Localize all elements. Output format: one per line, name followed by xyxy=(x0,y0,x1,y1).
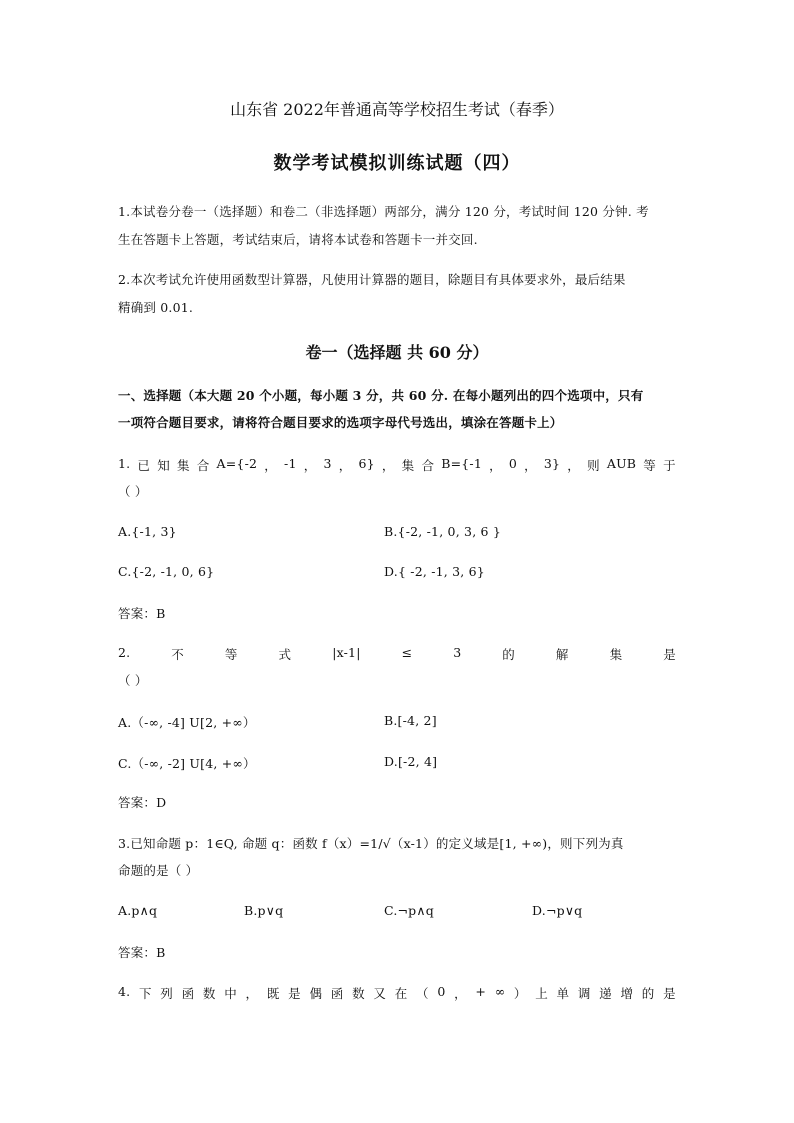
question-1-stem-token: B={-1 xyxy=(441,456,483,471)
instruction-1-line-1: 1.本试卷分卷一（选择题）和卷二（非选择题）两部分，满分 120 分，考试时间 120 分钟. 考 xyxy=(118,204,649,219)
question-4-stem-token: 调 xyxy=(577,986,591,1001)
question-4-stem-token: 增 xyxy=(620,986,634,1001)
question-2-stem-token: 集 xyxy=(609,647,623,662)
question-4-stem-token: 偶 xyxy=(309,986,323,1001)
question-4-stem xyxy=(118,984,676,1002)
question-3-stem-line-1: 3.已知命题 p：1∈Q, 命题 q：函数 f（x）=1/√（x-1）的定义域是[1, +∞)，则下列为真 xyxy=(118,836,624,851)
instruction-2-line-1: 2.本次考试允许使用函数型计算器，凡使用计算器的题目，除题目有具体要求外，最后结果 xyxy=(118,272,626,287)
question-1-stem-token: 3} xyxy=(543,456,561,471)
question-2-option-b: B.[-4, 2] xyxy=(384,713,437,728)
question-2-stem-token: 的 xyxy=(502,647,515,662)
question-1-stem-token: 合 xyxy=(196,458,210,473)
question-2-option-a: A.（-∞, -4] U[2, +∞） xyxy=(118,715,256,730)
question-2-stem-token: ≤ xyxy=(401,645,413,660)
question-2-answer: 答案：D xyxy=(118,795,167,810)
question-1-stem-token: ， xyxy=(303,458,317,473)
question-1-stem-token: A={-2 xyxy=(216,456,258,471)
exam-subtitle: 数学考试模拟训练试题（四） xyxy=(273,153,521,174)
exam-header-title: 山东省 2022年普通高等学校招生考试（春季） xyxy=(230,100,564,119)
question-2-option-d: D.[-2, 4] xyxy=(384,754,438,769)
question-4-stem-token: 的 xyxy=(641,986,655,1001)
question-4-stem-token: ， xyxy=(454,986,467,1001)
question-2-stem-token: 等 xyxy=(224,647,238,662)
question-2-stem-token: |x-1| xyxy=(332,645,361,660)
section-intro-line-1: 一、选择题（本大题 20 个小题，每小题 3 分，共 60 分. 在每小题列出的四个选项中，只有 xyxy=(118,388,644,403)
question-1-stem-token: 3 xyxy=(323,456,332,471)
question-4-stem-token: 列 xyxy=(160,986,173,1001)
question-3-option-d: D.¬p∨q xyxy=(532,903,583,918)
instruction-2-line-2: 精确到 0.01. xyxy=(118,300,194,315)
question-4-stem-token: + xyxy=(475,984,487,999)
question-4-stem-token: 既 xyxy=(266,986,280,1001)
question-3-option-a: A.p∧q xyxy=(118,903,158,918)
question-4-stem-token: ∞ xyxy=(494,984,506,999)
question-1-stem-token: 等 xyxy=(643,458,656,473)
question-4-stem-token: 单 xyxy=(556,986,570,1001)
question-4-stem-token: 数 xyxy=(202,986,216,1001)
question-2-stem-token: 式 xyxy=(278,647,292,662)
question-1-stem-token: ， xyxy=(567,458,580,473)
question-4-stem-token: ） xyxy=(513,986,527,1001)
question-4-stem-token: 在 xyxy=(394,986,408,1001)
question-1-option-d: D.{ -2, -1, 3, 6} xyxy=(384,564,485,579)
question-1-answer: 答案：B xyxy=(118,606,166,621)
question-3-option-c: C.¬p∧q xyxy=(384,903,434,918)
question-4-stem-token: 数 xyxy=(352,986,365,1001)
question-4-stem-token: 4. xyxy=(118,984,131,999)
question-1-stem-token: 0 xyxy=(508,456,518,471)
question-1-paren: （ ） xyxy=(118,484,148,499)
question-4-stem-token: 0 xyxy=(437,984,446,999)
question-1-option-b: B.{-2, -1, 0, 3, 6 } xyxy=(384,524,502,539)
question-4-stem-token: 是 xyxy=(663,986,676,1001)
question-4-stem-token: 中 xyxy=(224,986,237,1001)
question-1-stem-token: 知 xyxy=(157,458,170,473)
question-1-option-c: C.{-2, -1, 0, 6} xyxy=(118,564,215,579)
question-1-stem-token: ， xyxy=(489,458,502,473)
question-1-stem-token: 于 xyxy=(663,458,676,473)
question-1-stem-token: 6} xyxy=(358,456,375,471)
question-2-stem-token: 2. xyxy=(118,645,131,660)
question-1-stem-token: ， xyxy=(264,458,277,473)
question-1-stem-token: ， xyxy=(381,458,395,473)
question-1-stem-token: 合 xyxy=(421,458,435,473)
question-2-stem-token: 解 xyxy=(555,647,569,662)
question-4-stem-token: （ xyxy=(416,986,429,1001)
question-3-stem-line-2: 命题的是（ ） xyxy=(118,863,199,878)
question-2-stem-token: 是 xyxy=(663,647,676,662)
section-title: 卷一（选择题 共 60 分） xyxy=(305,343,489,362)
question-1-stem-token: AUB xyxy=(606,456,637,471)
question-1-stem-token: -1 xyxy=(284,456,297,471)
question-4-stem-token: 上 xyxy=(535,986,548,1001)
question-4-stem-token: 函 xyxy=(330,986,344,1001)
question-4-stem-token: 又 xyxy=(373,986,387,1001)
question-4-stem-token: 下 xyxy=(138,986,152,1001)
question-2-stem xyxy=(118,645,676,663)
question-1-stem-token: ， xyxy=(524,458,537,473)
question-4-stem-token: 是 xyxy=(288,986,301,1001)
question-2-paren: （ ） xyxy=(118,673,148,688)
question-4-stem-token: 递 xyxy=(599,986,612,1001)
question-1-stem xyxy=(118,456,676,474)
question-4-stem-token: ， xyxy=(245,986,259,1001)
question-3-option-b: B.p∨q xyxy=(244,903,284,918)
question-1-stem-token: 1. xyxy=(118,456,131,471)
question-2-option-c: C.（-∞, -2] U[4, +∞） xyxy=(118,756,256,771)
instruction-1-line-2: 生在答题卡上答题，考试结束后，请将本试卷和答题卡一并交回. xyxy=(118,232,478,247)
question-1-stem-token: 已 xyxy=(137,458,151,473)
question-2-stem-token: 3 xyxy=(453,645,462,660)
section-intro-line-2: 一项符合题目要求，请将符合题目要求的选项字母代号选出，填涂在答题卡上） xyxy=(118,415,563,430)
question-1-stem-token: ， xyxy=(338,458,352,473)
question-1-stem-token: 则 xyxy=(587,458,600,473)
question-4-stem-token: 函 xyxy=(181,986,195,1001)
question-3-answer: 答案：B xyxy=(118,945,166,960)
question-2-stem-token: 不 xyxy=(171,647,184,662)
question-1-stem-token: 集 xyxy=(401,458,415,473)
question-1-stem-token: 集 xyxy=(176,458,190,473)
question-1-option-a: A.{-1, 3} xyxy=(118,524,177,539)
